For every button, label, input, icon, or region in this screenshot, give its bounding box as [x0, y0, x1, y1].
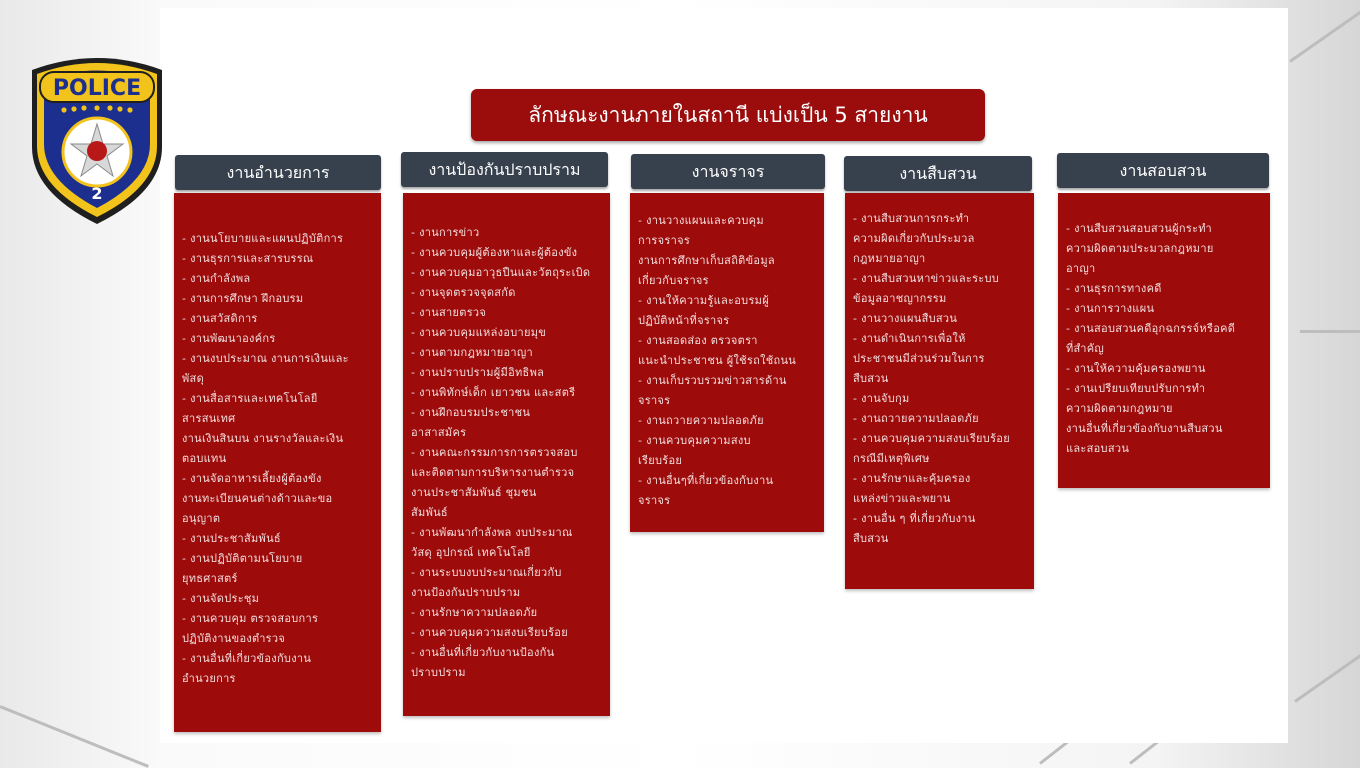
duty-item: งานการศึกษาเก็บสถิติข้อมูล	[638, 254, 775, 267]
duty-item: วัสดุ อุปกรณ์ เทคโนโลยี	[411, 546, 531, 559]
police-badge-logo	[22, 52, 172, 227]
duty-list-crime-prevention	[411, 223, 610, 683]
duty-item: อำนวยการ	[182, 672, 236, 685]
column-body-inquiry	[1058, 193, 1270, 488]
duty-item: สืบสวน	[853, 532, 889, 545]
duty-item: สารสนเทศ	[182, 412, 236, 425]
column-header-administration: งานอำนวยการ	[175, 155, 381, 190]
duty-list-investigation	[853, 209, 1034, 549]
duty-item: - งานปราบปรามผู้มีอิทธิพล	[411, 366, 545, 379]
duty-item: - งานจุดตรวจจุดสกัด	[411, 286, 516, 299]
column-header-traffic: งานจราจร	[631, 154, 825, 189]
duty-item: - งานพัฒนาองค์กร	[182, 332, 276, 345]
duty-list-administration	[182, 229, 381, 689]
duty-item: ปฏิบัติหน้าที่จราจร	[638, 314, 730, 327]
duty-item: สัมพันธ์	[411, 506, 448, 519]
duty-item: งานอื่นที่เกี่ยวข้องกับงานสืบสวน	[1066, 422, 1223, 435]
duty-item: - งานฝึกอบรมประชาชน	[411, 406, 531, 419]
duty-item: ประชาชนมีส่วนร่วมในการ	[853, 352, 985, 365]
duty-item: - งานควบคุมความสงบเรียบร้อย	[411, 626, 568, 639]
duty-item: - งานสวัสดิการ	[182, 312, 258, 325]
duty-item: - งานสอดส่อง ตรวจตรา	[638, 334, 758, 347]
duty-item: พัสดุ	[182, 372, 205, 385]
duty-item: งานทะเบียนคนต่างด้าวและขอ	[182, 492, 333, 505]
duty-item: การจราจร	[638, 234, 691, 247]
duty-item: งานป้องกันปราบปราม	[411, 586, 521, 599]
duty-item: - งานอื่น ๆ ที่เกี่ยวกับงาน	[853, 512, 976, 525]
page-title: ลักษณะงานภายในสถานี แบ่งเป็น 5 สายงาน	[471, 89, 985, 141]
duty-item: - งานจัดอาหารเลี้ยงผู้ต้องขัง	[182, 472, 322, 485]
duty-item: - งานจับกุม	[853, 392, 910, 405]
duty-item: - งานควบคุมอาวุธปืนและวัตถุระเบิด	[411, 266, 591, 279]
duty-item: - งานให้ความรู้และอบรมผู้	[638, 294, 769, 307]
duty-item: - งานควบคุมความสงบ	[638, 434, 751, 447]
background-decoration	[1294, 649, 1360, 703]
duty-item: - งานอื่นที่เกี่ยวกับงานป้องกัน	[411, 646, 555, 659]
column-body-investigation	[845, 193, 1034, 589]
duty-item: - งานกำลังพล	[182, 272, 251, 285]
duty-item: จราจร	[638, 494, 671, 507]
duty-item: อาสาสมัคร	[411, 426, 467, 439]
duty-item: อาญา	[1066, 262, 1096, 275]
duty-item: - งานประชาสัมพันธ์	[182, 532, 281, 545]
duty-item: - งานการวางแผน	[1066, 302, 1155, 315]
background-decoration	[1300, 330, 1360, 333]
duty-item: - งานรักษาและคุ้มครอง	[853, 472, 971, 485]
duty-item: แหล่งข่าวและพยาน	[853, 492, 951, 505]
duty-item: ความผิดตามประมวลกฎหมาย	[1066, 242, 1214, 255]
duty-item: ความผิดเกี่ยวกับประมวล	[853, 232, 975, 245]
duty-item: - งานพัฒนากำลังพล งบประมาณ	[411, 526, 573, 539]
background-decoration	[0, 705, 149, 768]
duty-item: กฎหมายอาญา	[853, 252, 926, 265]
column-header-investigation: งานสืบสวน	[844, 156, 1032, 191]
duty-item: - งานสื่อสารและเทคโนโลยี	[182, 392, 318, 405]
duty-item: ปฏิบัติงานของตำรวจ	[182, 632, 286, 645]
duty-item: จราจร	[638, 394, 671, 407]
column-header-inquiry: งานสอบสวน	[1057, 153, 1269, 188]
duty-item: - งานวางแผนสืบสวน	[853, 312, 958, 325]
duty-item: และติดตามการบริหารงานตำรวจ	[411, 466, 575, 479]
duty-item: - งานดำเนินการเพื่อให้	[853, 332, 966, 345]
duty-item: ยุทธศาสตร์	[182, 572, 238, 585]
duty-item: - งานนโยบายและแผนปฏิบัติการ	[182, 232, 344, 245]
duty-item: เรียบร้อย	[638, 454, 683, 467]
duty-item: - งานสอบสวนคดีอุกฉกรรจ์หรือคดี	[1066, 322, 1236, 335]
duty-item: และสอบสวน	[1066, 442, 1130, 455]
column-body-crime-prevention	[403, 193, 610, 716]
badge-title-text: POLICE	[52, 76, 142, 101]
duty-item: งานประชาสัมพันธ์ ชุมชน	[411, 486, 537, 499]
duty-item: ปราบปราม	[411, 666, 466, 679]
duty-item: - งานสืบสวนสอบสวนผู้กระทำ	[1066, 222, 1213, 235]
duty-item: - งานอื่นๆที่เกี่ยวข้องกับงาน	[638, 474, 774, 487]
column-header-crime-prevention: งานป้องกันปราบปราม	[401, 152, 608, 187]
duty-item: ที่สำคัญ	[1066, 342, 1105, 355]
column-body-traffic	[630, 193, 824, 532]
duty-item: - งานคณะกรรมการการตรวจสอบ	[411, 446, 578, 459]
duty-item: - งานควบคุมผู้ต้องหาและผู้ต้องขัง	[411, 246, 578, 259]
duty-item: - งานธุรการและสารบรรณ	[182, 252, 314, 265]
badge-number-text: 2	[91, 184, 103, 203]
duty-item: - งานเปรียบเทียบปรับการทำ	[1066, 382, 1206, 395]
duty-item: - งานสืบสวนหาข่าวและระบบ	[853, 272, 1000, 285]
duty-item: - งานปฏิบัติตามนโยบาย	[182, 552, 303, 565]
duty-item: - งานธุรการทางคดี	[1066, 282, 1162, 295]
column-body-administration	[174, 193, 381, 732]
duty-item: - งานวางแผนและควบคุม	[638, 214, 764, 227]
duty-item: แนะนำประชาชน ผู้ใช้รถใช้ถนน	[638, 354, 797, 367]
duty-item: - งานให้ความคุ้มครองพยาน	[1066, 362, 1206, 375]
duty-item: - งานตามกฎหมายอาญา	[411, 346, 534, 359]
duty-item: - งานถวายความปลอดภัย	[638, 414, 764, 427]
duty-item: - งานเก็บรวบรวมข่าวสารด้าน	[638, 374, 787, 387]
background-decoration	[1289, 9, 1360, 63]
duty-item: - งานรักษาความปลอดภัย	[411, 606, 538, 619]
duty-item: - งานสายตรวจ	[411, 306, 487, 319]
duty-item: - งานระบบงบประมาณเกี่ยวกับ	[411, 566, 562, 579]
duty-item: - งานถวายความปลอดภัย	[853, 412, 979, 425]
duty-item: งานเงินสินบน งานรางวัลและเงิน	[182, 432, 344, 445]
duty-item: - งานสืบสวนการกระทำ	[853, 212, 970, 225]
duty-item: เกี่ยวกับจราจร	[638, 274, 709, 287]
duty-item: สืบสวน	[853, 372, 889, 385]
duty-item: ข้อมูลอาชญากรรม	[853, 292, 947, 305]
duty-list-inquiry	[1066, 219, 1270, 459]
duty-item: - งานควบคุมความสงบเรียบร้อย	[853, 432, 1010, 445]
duty-item: - งานอื่นที่เกี่ยวข้องกับงาน	[182, 652, 312, 665]
duty-item: ตอบแทน	[182, 452, 227, 465]
duty-item: - งานจัดประชุม	[182, 592, 260, 605]
duty-item: ความผิดตามกฎหมาย	[1066, 402, 1173, 415]
duty-item: กรณีมีเหตุพิเศษ	[853, 452, 930, 465]
duty-item: - งานงบประมาณ งานการเงินและ	[182, 352, 349, 365]
duty-item: - งานการศึกษา ฝึกอบรม	[182, 292, 304, 305]
duty-item: อนุญาต	[182, 512, 221, 525]
duty-item: - งานพิทักษ์เด็ก เยาวชน และสตรี	[411, 386, 576, 399]
duty-item: - งานการข่าว	[411, 226, 480, 239]
duty-list-traffic	[638, 211, 824, 511]
duty-item: - งานควบคุมแหล่งอบายมุข	[411, 326, 547, 339]
duty-item: - งานควบคุม ตรวจสอบการ	[182, 612, 319, 625]
